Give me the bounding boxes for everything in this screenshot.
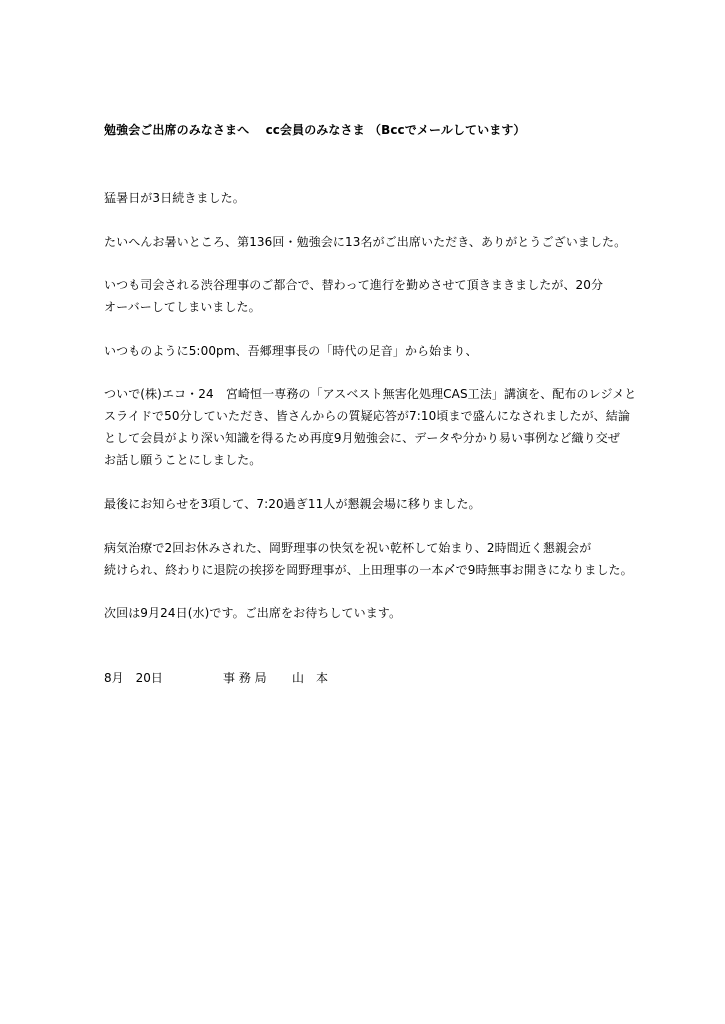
paragraph-lecture-line-2: スライドで50分していただき、皆さんからの質疑応答が7:10頃まで盛んになされましたが、結論 xyxy=(104,409,630,423)
signature-office: 事 務 局 xyxy=(223,671,267,685)
paragraph-lecture-line-1: ついで(株)エコ・24 宮崎恒一専務の「アスベスト無害化処理CAS工法」講演を、配布のレジメと xyxy=(104,387,637,401)
signature-name: 山 本 xyxy=(292,671,329,685)
paragraph-next-meeting: 次回は9月24日(水)です。ご出席をお待ちしています。 xyxy=(104,606,402,620)
paragraph-lecture-line-4: お話し願うことにしました。 xyxy=(104,453,262,467)
paragraph-lecture-line-3: として会員がより深い知識を得るため再度9月勉強会に、データや分かり易い事例など織り交ぜ xyxy=(104,431,620,445)
signature-date: 8月 20日 xyxy=(104,671,163,685)
document-title: 勉強会ご出席のみなさまへ cc会員のみなさま （Bccでメールしています） xyxy=(104,123,526,137)
paragraph-heat: 猛暑日が3日続きました。 xyxy=(104,191,245,205)
paragraph-chair-line-2: オーバーしてしまいました。 xyxy=(104,300,261,314)
paragraph-thanks: たいへんお暑いところ、第136回・勉強会に13名がご出席いただき、ありがとうございました。 xyxy=(104,235,627,249)
paragraph-announcements: 最後にお知らせを3項して、7:20過ぎ11人が懇親会場に移りました。 xyxy=(104,497,481,511)
paragraph-party-line-1: 病気治療で2回お休みされた、岡野理事の快気を祝い乾杯して始まり、2時間近く懇親会が xyxy=(104,541,592,555)
paragraph-opening: いつものように5:00pm、吾郷理事長の「時代の足音」から始まり、 xyxy=(104,344,478,358)
paragraph-chair-line-1: いつも司会される渋谷理事のご都合で、替わって進行を勤めさせて頂きまきましたが、20分 xyxy=(104,278,604,292)
paragraph-party-line-2: 続けられ、終わりに退院の挨拶を岡野理事が、上田理事の一本〆で9時無事お開きになりました。 xyxy=(104,563,633,577)
